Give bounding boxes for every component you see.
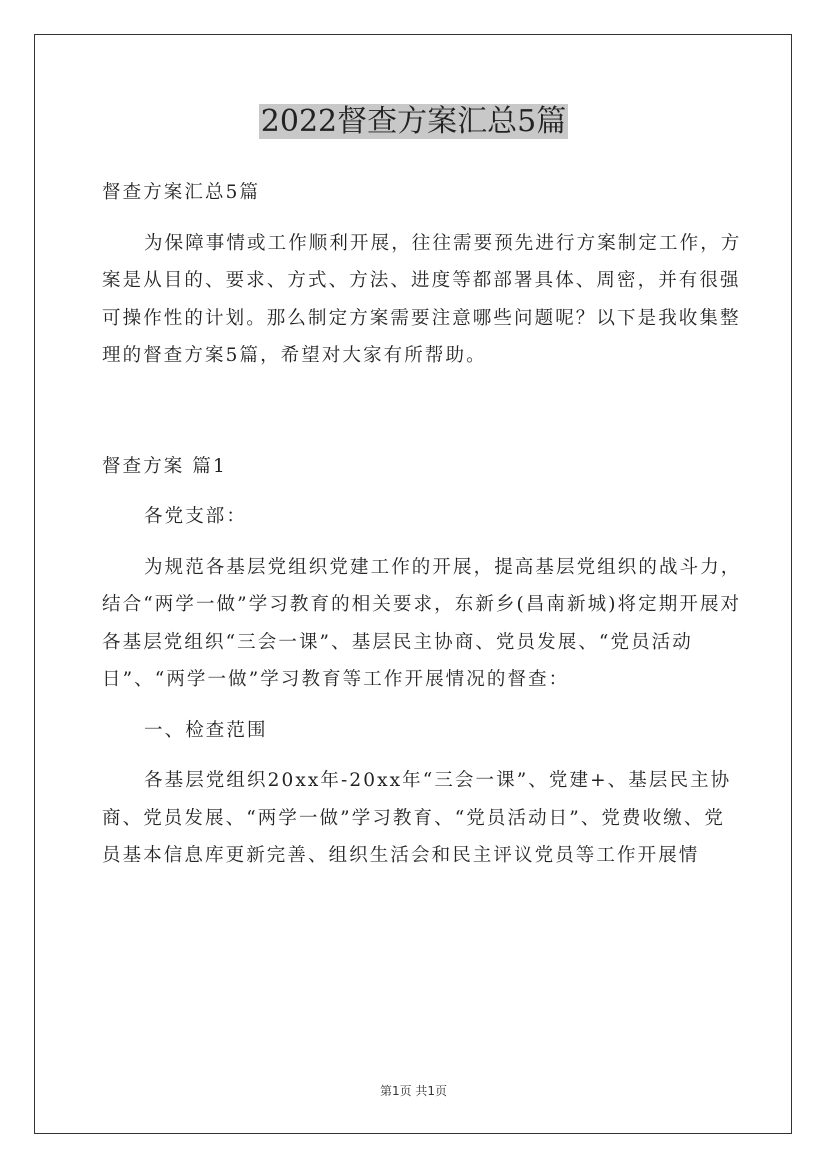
body-paragraph: 为规范各基层党组织党建工作的开展，提高基层党组织的战斗力，结合“两学一做”学习教育的相关要求，东新乡(昌南新城)将定期开展对各基层党组织“三会一课”、基层民主协商、党员发展、“党员活动日”、“两学一做”学习教育等工作开展情况的督查： xyxy=(102,556,742,690)
document-title xyxy=(0,100,827,144)
document-title-text: 2022督查方案汇总5篇 xyxy=(260,104,567,139)
document-body xyxy=(102,174,742,875)
intro-paragraph: 为保障事情或工作顺利开展，往往需要预先进行方案制定工作，方案是从目的、要求、方式、方法、进度等都部署具体、周密，并有很强可操作性的计划。那么制定方案需要注意哪些问题呢？以下是我收集整理的督查方案5篇，希望对大家有所帮助。 xyxy=(102,232,742,366)
subheading-scope: 一、检查范围 xyxy=(144,719,268,741)
section-heading: 督查方案 篇1 xyxy=(102,455,227,477)
page-footer xyxy=(0,1082,827,1099)
body-paragraph-scope: 各基层党组织20xx年-20xx年“三会一课”、党建+、基层民主协商、党员发展、“两学一做”学习教育、“党员活动日”、党费收缴、党员基本信息库更新完善、组织生活会和民主评议党员等工作开展情 xyxy=(102,770,732,866)
section-spacer xyxy=(102,375,742,450)
page-number: 第1页 共1页 xyxy=(379,1084,448,1098)
salutation: 各党支部： xyxy=(144,506,248,527)
document-subtitle: 督查方案汇总5篇 xyxy=(102,182,261,203)
